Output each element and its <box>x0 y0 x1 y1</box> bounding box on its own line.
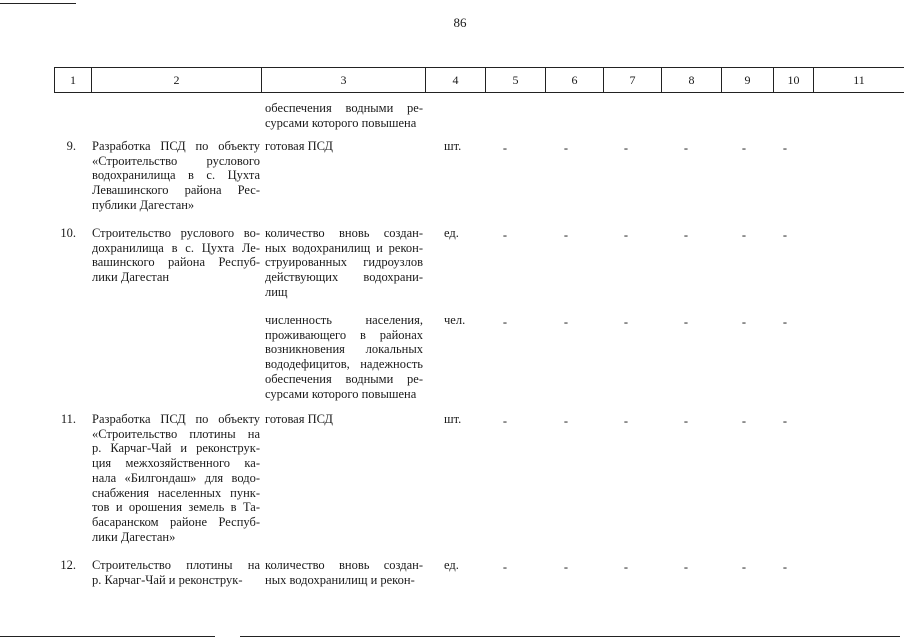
object-name-line: вашинского района Респуб- <box>92 255 260 270</box>
value-cell: - <box>782 560 788 574</box>
value-cell: - <box>741 414 747 428</box>
indicator-line: вододефицитов, надежность <box>265 357 423 372</box>
value-cell: - <box>782 414 788 428</box>
object-name-line: лики Дагестан <box>92 270 170 285</box>
header-cell-label: 1 <box>70 73 76 87</box>
indicator <box>265 101 423 130</box>
value-cell: - <box>502 414 508 428</box>
value-cell: - <box>502 228 508 242</box>
value-cell: - <box>623 414 629 428</box>
indicator <box>265 226 423 300</box>
indicator-line: обеспечения водными ре- <box>265 101 423 115</box>
value-cell: - <box>502 315 508 329</box>
value-cell: - <box>623 141 629 155</box>
header-cell-label: 10 <box>787 73 800 87</box>
header-cell-label: 8 <box>688 73 695 87</box>
header-cell <box>92 67 262 93</box>
object-name-line: дохранилища в с. Цухта Ле- <box>92 240 260 255</box>
indicator <box>265 313 423 401</box>
object-name-line: р. Карчаг-Чай и реконструк- <box>92 572 243 587</box>
object-name-line: Строительство руслового во- <box>92 226 260 240</box>
value-cell: - <box>563 228 569 242</box>
indicator-line: численность населения, <box>265 313 423 327</box>
header-cell <box>426 67 486 93</box>
bottom-edge-line-right <box>240 636 900 637</box>
value-cell: - <box>623 315 629 329</box>
object-name-line: р. Карчаг-Чай и реконструк- <box>92 441 260 456</box>
indicator-line: проживающего в районах <box>265 327 423 342</box>
object-name <box>92 412 260 544</box>
header-cell-label: 3 <box>340 73 347 87</box>
value-cell: - <box>741 315 747 329</box>
value-cell: - <box>683 141 689 155</box>
value-cell: - <box>502 141 508 155</box>
header-cell-label: 6 <box>571 73 578 87</box>
object-name-line: лики Дагестан» <box>92 529 176 544</box>
value-cell: - <box>683 560 689 574</box>
value-cell: - <box>741 560 747 574</box>
value-cell: - <box>563 414 569 428</box>
value-cell: - <box>683 228 689 242</box>
indicator-line: сурсами которого повышена <box>265 386 417 401</box>
unit-cell: шт. <box>444 139 462 153</box>
object-name-line: Разработка ПСД по объекту <box>92 412 260 426</box>
object-name <box>92 558 260 587</box>
row-number: 11. <box>60 412 76 426</box>
value-cell: - <box>782 141 788 155</box>
value-cell: - <box>563 141 569 155</box>
value-cell: - <box>563 560 569 574</box>
header-cell <box>54 67 92 93</box>
header-cell-label: 9 <box>744 73 751 87</box>
value-cell: - <box>623 228 629 242</box>
value-cell: - <box>741 141 747 155</box>
indicator <box>265 139 423 154</box>
value-cell: - <box>741 228 747 242</box>
value-cell: - <box>782 228 788 242</box>
value-cell: - <box>563 315 569 329</box>
bottom-edge-line-left <box>0 636 215 637</box>
indicator-line: готовая ПСД <box>265 139 333 153</box>
object-name-line: тов и орошения земель в Та- <box>92 500 260 515</box>
unit-cell: шт. <box>444 412 462 426</box>
unit-cell: ед. <box>444 558 459 572</box>
header-cell-label: 11 <box>853 73 865 87</box>
indicator-line: обеспечения водными ре- <box>265 371 423 386</box>
value-cell: - <box>683 414 689 428</box>
indicator-line: лищ <box>265 284 288 299</box>
indicator-line: сурсами которого повышена <box>265 115 417 130</box>
indicator-line: ных водохранилищ и рекон- <box>265 240 423 255</box>
header-cell-label: 7 <box>629 73 636 87</box>
indicator-line: струированных гидроузлов <box>265 255 423 270</box>
header-cell <box>262 67 426 93</box>
row-number: 12. <box>60 558 76 572</box>
object-name-line: «Строительство плотины на <box>92 426 260 441</box>
indicator-line: возникновения локальных <box>265 342 423 357</box>
object-name-line: публики Дагестан» <box>92 197 195 212</box>
object-name-line: «Строительство руслового <box>92 153 260 168</box>
row-number: 10. <box>60 226 76 240</box>
header-cell-label: 4 <box>452 73 459 87</box>
object-name <box>92 139 260 213</box>
value-cell: - <box>502 560 508 574</box>
indicator-line: действующих водохрани- <box>265 270 423 285</box>
value-cell: - <box>782 315 788 329</box>
object-name-line: Разработка ПСД по объекту <box>92 139 260 153</box>
header-cell <box>662 67 722 93</box>
top-edge-line <box>0 3 76 4</box>
header-cell <box>774 67 814 93</box>
object-name-line: ция межхозяйственного ка- <box>92 456 260 471</box>
object-name-line: снабжения населенных пунк- <box>92 485 260 500</box>
object-name-line: нала «Билгондаш» для водо- <box>92 470 260 485</box>
row-number: 9. <box>66 139 76 153</box>
unit-cell: ед. <box>444 226 459 240</box>
object-name-line: Левашинского района Рес- <box>92 183 260 198</box>
indicator <box>265 558 423 587</box>
indicator-line: ных водохранилищ и рекон- <box>265 572 415 587</box>
header-cell <box>546 67 604 93</box>
value-cell: - <box>683 315 689 329</box>
header-cell <box>486 67 546 93</box>
header-cell-label: 2 <box>173 73 180 87</box>
object-name-line: Строительство плотины на <box>92 558 260 572</box>
indicator <box>265 412 423 427</box>
indicator-line: готовая ПСД <box>265 412 333 426</box>
value-cell: - <box>623 560 629 574</box>
indicator-line: количество вновь создан- <box>265 558 423 572</box>
header-cell <box>604 67 662 93</box>
object-name-line: водохранилища в с. Цухта <box>92 168 260 183</box>
header-cell <box>814 67 904 93</box>
indicator-line: количество вновь создан- <box>265 226 423 240</box>
header-cell-label: 5 <box>512 73 519 87</box>
unit-cell: чел. <box>444 313 466 327</box>
page-number: 86 <box>453 15 467 30</box>
header-cell <box>722 67 774 93</box>
object-name <box>92 226 260 285</box>
object-name-line: басаранском районе Респуб- <box>92 514 260 529</box>
